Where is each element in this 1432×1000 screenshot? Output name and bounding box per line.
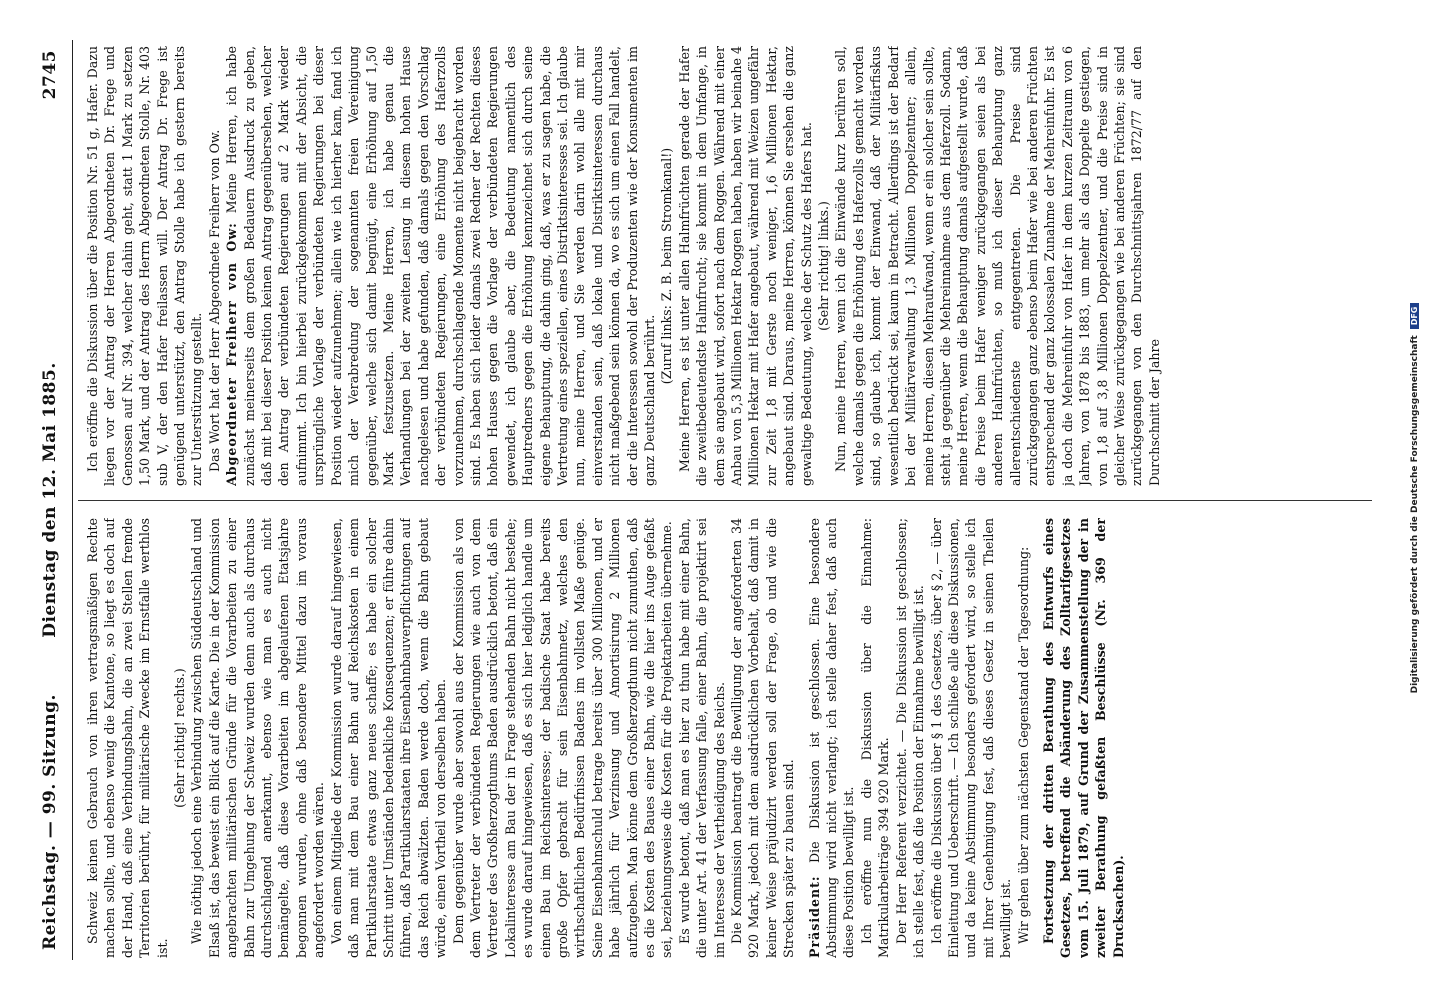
right-column <box>84 46 1376 486</box>
body-paragraph: Schweiz keinen Gebrauch von ihren vertragsmäßigen Rechte machen sollte, und ebenso wenig die Kantone, so liegt es doch auf der Hand, daß eine Verbindungsbahn, die an zwei Stellen fremde Territorien berührt, für militärische Zwecke im Ernstfalle werthlos ist. <box>85 518 170 958</box>
interjection: (Sehr richtig! rechts.) <box>172 668 188 808</box>
speaker-paragraph <box>223 46 658 486</box>
left-column <box>84 518 1376 958</box>
body-paragraph: Dem gegenüber wurde aber sowohl aus der Kommission als von dem Vertreter der verbündeten Regierungen wie auch von dem Vertreter des Großherzogthums Baden ausdrücklich betont, daß ein Lokalinteresse am Bau der in Frage stehenden Bahn nicht bestehe; es wurde darauf hingewiesen, daß es sich hier lediglich handle um einen Bau im Reichsinteresse; der badische Staat habe bereits große Opfer gebracht für sein Eisenbahnnetz, welches den wirthschaftlichen Bedürfnissen Badens im vollsten Maße genüge. Seine Eisenbahnschuld betrage bereits über 300 Millionen, und er habe jährlich für Verzinsung und Amortisirung 2 Millionen aufzugeben. Man könne dem Großherzogthum nicht zumuthen, daß es die Kosten des Baues einer Bahn, wie die hier ins Auge gefaßt sei, beziehungsweise die Kosten für die Projektarbeiten übernehme. <box>450 518 675 958</box>
interjection: (Zuruf links: Z. B. beim Stromkanal!) <box>659 147 675 385</box>
body-paragraph: Ich eröffne die Diskussion über § 1 des Gesetzes, über § 2, — über Einleitung und Ueberschrift. — Ich schließe alle diese Diskussionen, und da keine Abstimmung besonders gefordert wird, so stelle ich mit Ihrer Genehmigung fest, daß dieses Gesetz in seinen Theilen bewilligt ist. <box>928 518 1014 958</box>
speaker-text: Meine Herren, ich habe zunächst meinerseits dem großen Bedauern Ausdruck zu geben, daß mit bei dieser Position keinen Antrag gegenübersehen, welcher den Antrag der verbündeten Regierungen auf 2 Mark wieder aufnimmt. Ich bin hierbei zurückgekommen mit der Absicht, die ursprüngliche Vorlage der verbündeten Regierungen bei dieser Position wieder aufzunehmen; allein wie ich hierher kam, fand ich mich der Verabredung der sogenannten freien Vereinigung gegenüber, welche sich damit begnügt, eine Erhöhung auf 1,50 Mark festzusetzen. Meine Herren, ich habe genau die Verhandlungen bei der zweiten Lesung in diesem hohen Hause nachgelesen und habe gefunden, daß damals gegen den Vorschlag der verbündeten Regierungen, eine Erhöhung des Haferzolls vorzunehmen, durchschlagende Momente nicht beigebracht worden sind. Es haben sich leider damals zwei Redner der Rechten dieses hohen Hauses gegen die Vorlage der verbündeten Regierungen gewendet, ich glaube aber, die Bedeutung namentlich des Hauptredners gegen die Erhöhung kennzeichnet sich durch seine eigene Behauptung, die dahin ging, daß, was er zu sagen habe, die Vertretung eines speziellen, eines Distriktsinteresses sei. Ich glaube nun, meine Herren, und Sie werden darin wohl alle mit mir einverstanden sein, daß lokale und Distriktsinteressen durchaus nicht maßgebend sein können da, wo es sich um einen Fall handelt, der die Interessen sowohl der Produzenten wie der Konsumenten im ganz Deutschland berührt. <box>224 46 657 486</box>
body-paragraph: Wie nöthig jedoch eine Verbindung zwischen Süddeutschland und Elsaß ist, das beweist ein Blick auf die Karte. Die in der Kommission angebrachten militärischen Gründe für die Vorarbeiten zu einer Bahn zur Umgehung der Schweiz wurden denn auch als durchaus durchschlagend anerkannt, ebenso wie man es auch nicht bemängelte, daß diese Vorarbeiten im abgelaufenen Etatsjahre begonnen wurden, ohne daß besondere Mittel dazu im voraus angefordert worden wären. <box>189 518 327 958</box>
digitization-credit <box>1404 6 1426 994</box>
speaker-name: Präsident: <box>806 875 822 958</box>
body-paragraph: Meine Herren, es ist unter allen Halmfrüchten gerade der Hafer die zweitbedeutendste Halmfrucht; sie kommt in dem Umfange, in dem sie angebaut wird, sofort nach dem Roggen. Während mit einer Anbau von 5,3 Millionen Hektar Roggen haben, haben wir beinahe 4 Millionen Hektar mit Hafer angebaut, während mit Weizen ungefähr zur Zeit 1,8 mit Gerste noch weniger, 1,6 Millionen Hektar, angebaut sind. Daraus, meine Herren, können Sie ersehen die ganz gewaltige Bedeutung, welche der Schutz des Hafers hat. <box>676 46 814 486</box>
interjection: (Sehr richtig! links.) <box>816 201 832 331</box>
body-paragraph: Nun, meine Herren, wenn ich die Einwände kurz berühren soll, welche damals gegen die Erhöhung des Haferzolls gemacht worden sind, so glaube ich, kommt der Einwand, daß der Militärfiskus wesentlich bedrückt sei, kaum in Betracht. Allerdings ist der Bedarf bei der Militärverwaltung 1,3 Millionen Doppelzentner; allein, meine Herren, diesen Mehraufwand, wenn er ein solcher sein sollte, steht ja gegenüber die Mehreinnahme aus dem Haferzoll. Sodann, meine Herren, wenn die Behauptung damals aufgestellt wurde, daß die Preise beim Hafer weniger zurückgegangen seien als bei anderen Halmfrüchten, so muß ich dieser Behauptung ganz allerentschiedenste entgegentreten. Die Preise sind zurückgegangen ganz ebenso beim Hafer wie bei anderen Früchten entsprechend der ganz kolossalen Zunahme der Mehreinfuhr. Es ist ja doch die Mehreinfuhr von Hafer in dem kurzen Zeitraum von 6 Jahren, von 1878 bis 1883, um mehr als das Doppelte gestiegen, von 1,8 auf 3,8 Millionen Doppelzentner, und die Preise sind in gleicher Weise zurückgegangen wie bei anderen Früchten; sie sind zurückgegangen von den Durchschnittsjahren 1872/77 auf den Durchschnitt der Jahre <box>833 46 1162 486</box>
header-page-number: 2745 <box>40 50 60 100</box>
body-paragraph: Ich eröffne nun die Diskussion über die Einnahme: Matrikularbeiträge 394 920 Mark. <box>858 518 892 958</box>
speaker-paragraph <box>806 518 858 958</box>
body-paragraph: Die Kommission beantragt die Bewilligung der angeforderten 34 920 Mark, jedoch mit dem ausdrücklichen Vorbehalt, daß damit in keiner Weise präjudizirt werden soll der Frage, ob und wie die Strecken später zu bauen sind. <box>729 518 797 958</box>
agenda-item: Fortsetzung der dritten Berathung des Entwurfs eines Gesetzes, betreffend die Abänderung des Zolltarifgesetzes vom 15. Juli 1879, auf Grund der Zusammenstellung der in zweiter Berathung gefaßten Beschlüsse (Nr. 369 der Drucksachen). <box>1040 518 1126 958</box>
paragraph-gap <box>1032 518 1040 958</box>
dfg-logo: DFG <box>1410 303 1419 330</box>
paragraph-gap <box>798 518 806 958</box>
speaker-text: Die Diskussion ist geschlossen. Eine besondere Abstimmung wird nicht verlangt; ich stelle daher fest, daß auch diese Position bewilligt ist. <box>806 518 857 958</box>
speaker-name: Abgeordneter Freiherr von Ow: <box>224 222 240 486</box>
rotated-page-content <box>26 20 1406 980</box>
body-paragraph: Von einem Mitgliede der Kommission wurde darauf hingewiesen, daß man mit dem Bau einer Bahn auf Reichskosten in einem Partikularstaate etwas ganz neues schaffe; es habe ein solcher Schritt unter Umständen bedenkliche Konsequenzen; er führe dahin führen, daß Partikularstaaten ihre Eisenbahnbauverpflichtungen auf das Reich abwälzten. Baden werde doch, wenn die Bahn gebaut würde, einen Vortheil von derselben haben. <box>328 518 449 958</box>
body-paragraph: Wir gehen über zum nächsten Gegenstand der Tagesordnung: <box>1015 546 1031 944</box>
header-rule <box>72 40 73 960</box>
column-divider <box>78 500 1372 501</box>
body-paragraph: Der Herr Referent verzichtet. — Die Diskussion ist geschlossen; ich stelle fest, daß die Position der Einnahme bewilligt ist. <box>893 518 927 958</box>
body-paragraph: Das Wort hat der Herr Abgeordnete Freiherr von Ow. <box>206 129 222 472</box>
body-paragraph: Es wurde betont, daß man es hier zu thun habe mit einer Bahn, die unter Art. 41 der Verfassung falle, einer Bahn, die projektirt sei im Interesse der Vertheidigung des Reichs. <box>676 518 727 958</box>
credit-text: Digitalisierung gefördert durch die Deutsche Forschungsgemeinschaft <box>1410 335 1420 694</box>
page-header <box>40 20 74 980</box>
header-session: Reichstag. — 99. Sitzung. <box>40 694 60 950</box>
body-paragraph: Ich eröffne die Diskussion über die Position Nr. 51 g, Hafer. Dazu liegen vor der Antrag der Herren Abgeordneten Dr. Frege und Genossen auf Nr. 394, welcher dahin geht, statt 1 Mark zu setzen 1,50 Mark, und der Antrag des Herrn Abgeordneten Stolle, Nr. 403 sub V, der den Hafer freilassen will. Der Antrag Dr. Frege ist genügend unterstützt, den Antrag Stolle habe ich gestern bereits zur Unterstützung gestellt. <box>85 46 205 486</box>
header-date: Dienstag den 12. Mai 1885. <box>40 362 60 638</box>
